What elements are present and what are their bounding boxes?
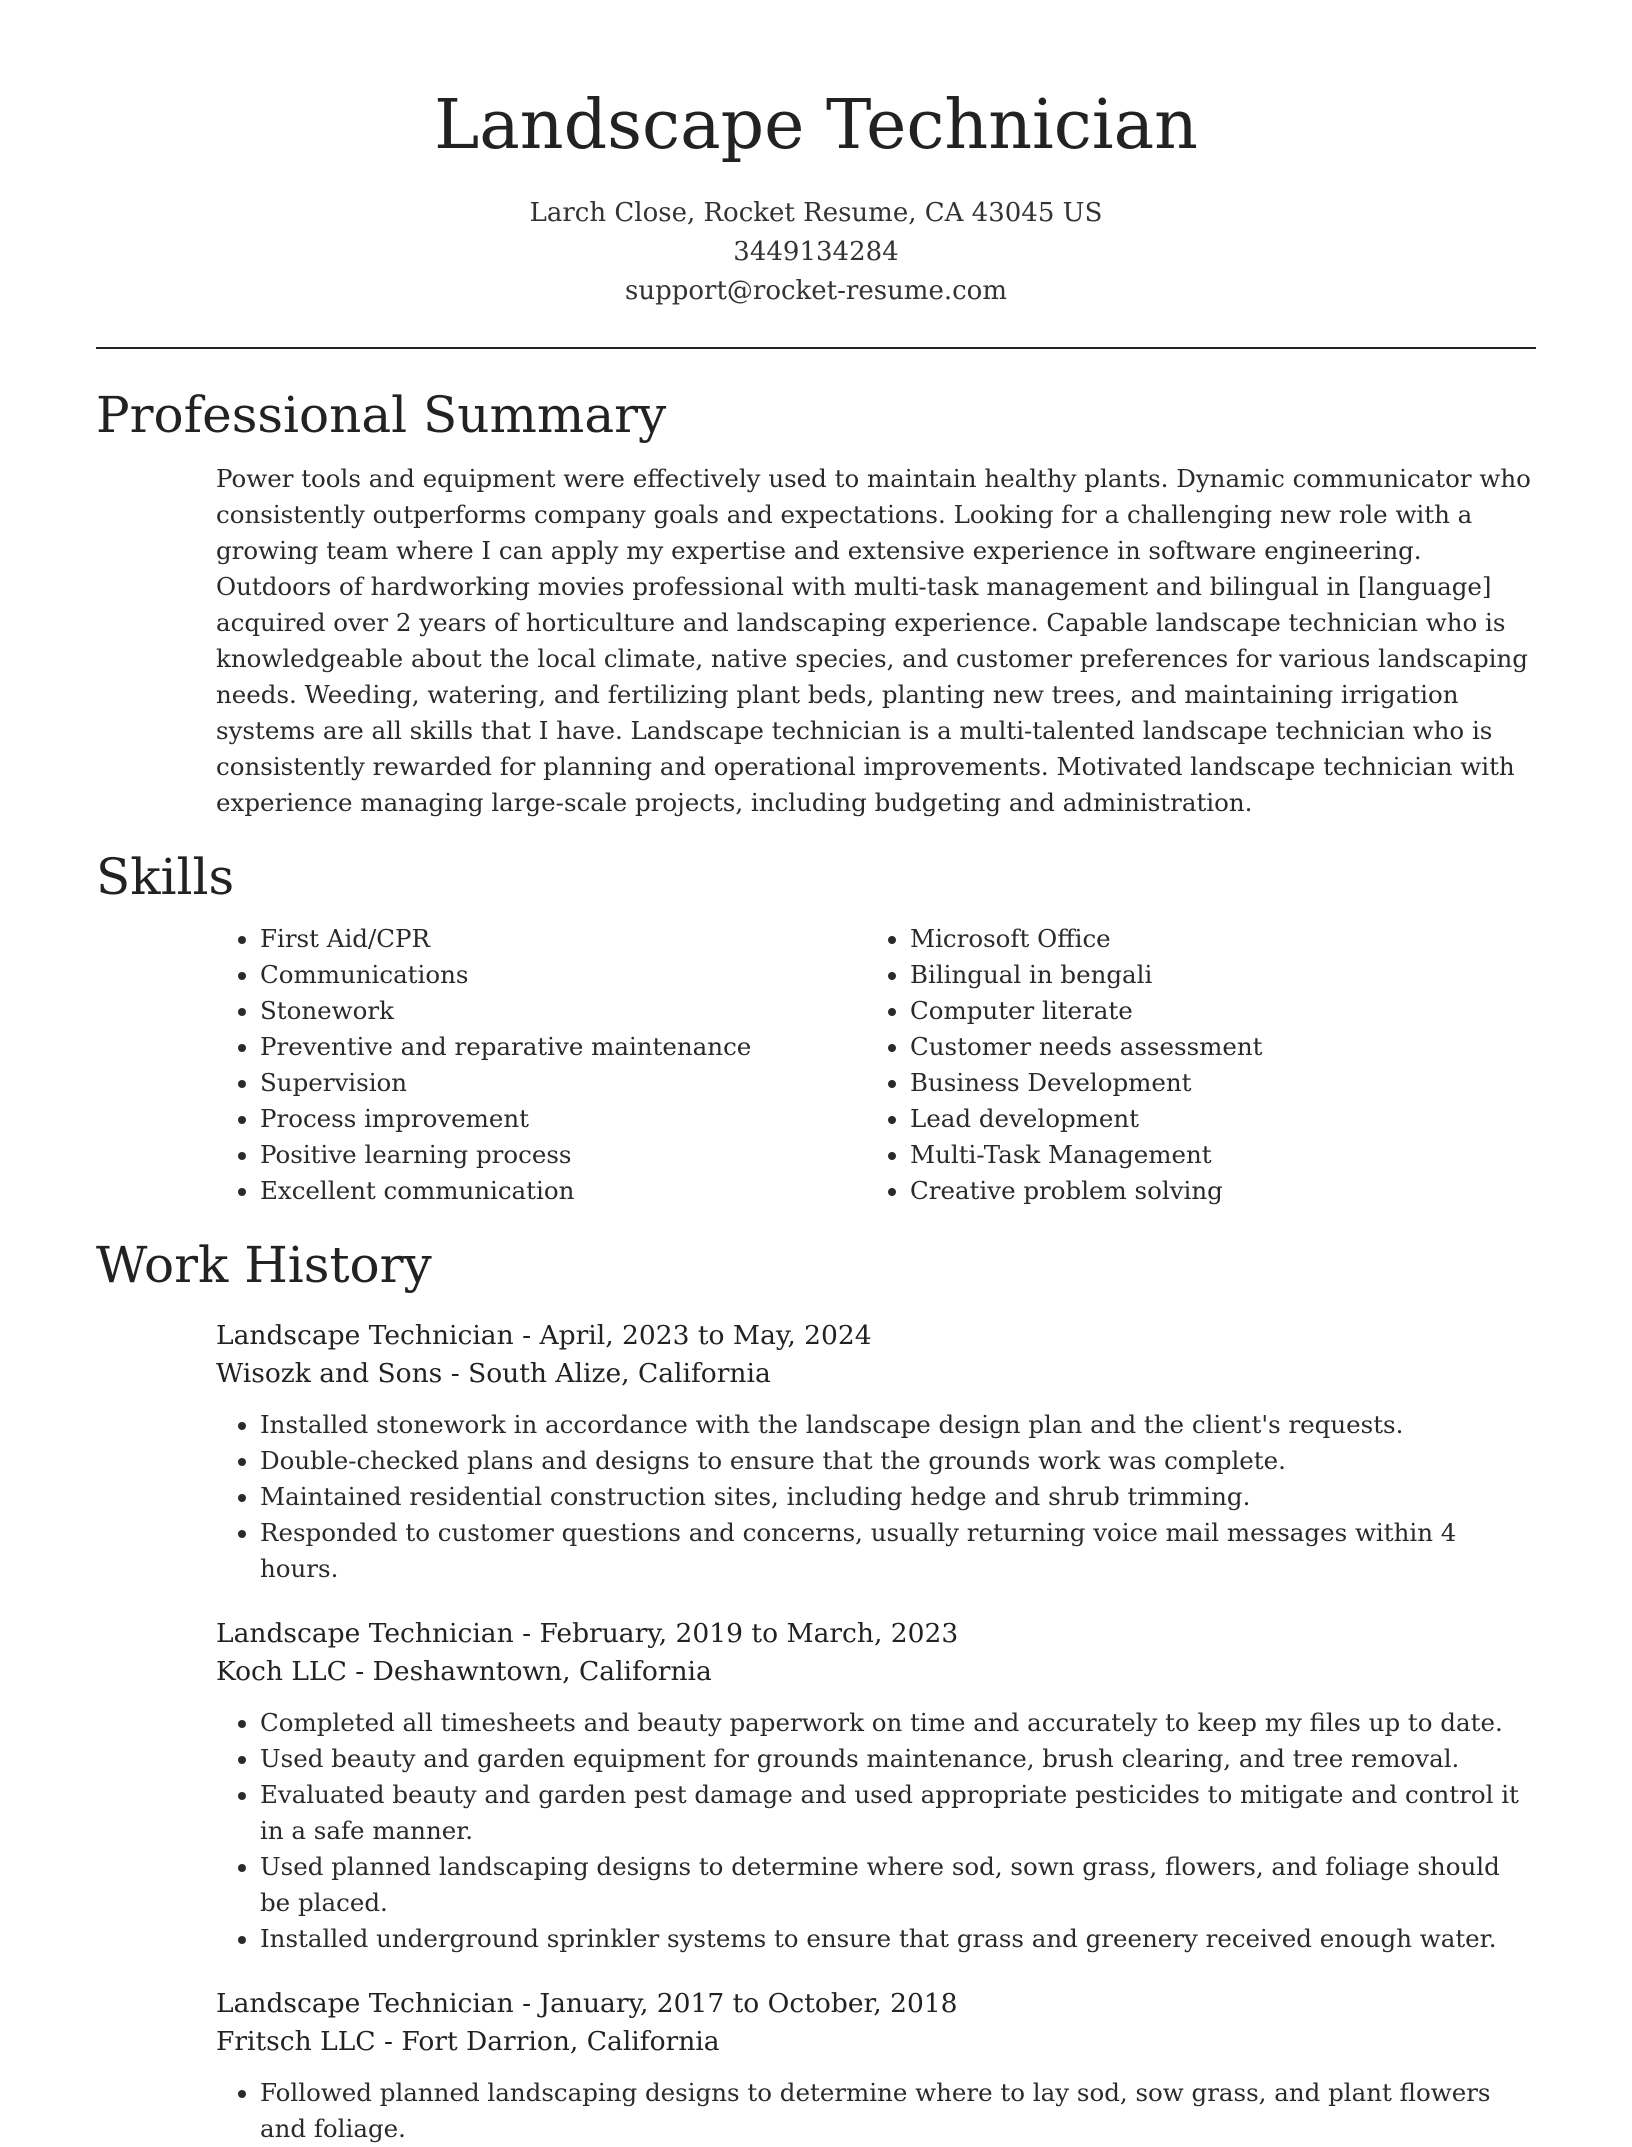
skill-item: • First Aid/CPR — [260, 921, 866, 957]
skill-item: • Customer needs assessment — [910, 1029, 1516, 1065]
job-title-dates: Landscape Technician - January, 2017 to October, 2018 — [216, 1988, 958, 2019]
duty-item: • Responded to customer questions and concerns, usually returning voice mail messages within 4 hours. — [260, 1515, 1536, 1587]
skill-item: • Positive learning process — [260, 1137, 866, 1173]
skill-item: • Supervision — [260, 1065, 866, 1101]
resume-page — [96, 0, 1536, 2147]
skills-columns — [216, 921, 1536, 1209]
summary-text: Power tools and equipment were effectively used to maintain healthy plants. Dynamic communicator who consistently outperforms company goals and expectations. Looking for a challenging new role with a growing team where I can apply my expertise and extensive experience in software engineering. Outdoors of hardworking movies professional with multi-task management and bilingual in [language] acquired over 2 years of horticulture and landscaping experience. Capable landscape technician who is knowledgeable about the local climate, native species, and customer preferences for various landscaping needs. Weeding, watering, and fertilizing plant beds, planting new trees, and maintaining irrigation systems are all skills that I have. Landscape technician is a multi-talented landscape technician who is consistently rewarded for planning and operational improvements. Motivated landscape technician with experience managing large-scale projects, including budgeting and administration. — [216, 464, 1531, 817]
job-duties — [216, 1705, 1536, 1957]
job-employer-location: Fritsch LLC - Fort Darrion, California — [216, 2026, 720, 2057]
job-employer-location: Wisozk and Sons - South Alize, California — [216, 1358, 771, 1389]
skill-item: • Stonework — [260, 993, 866, 1029]
job-entry — [216, 1615, 1536, 1957]
resume-header — [96, 0, 1536, 311]
skill-item: • Computer literate — [910, 993, 1516, 1029]
skill-item: • Excellent communication — [260, 1173, 866, 1209]
duty-item: • Completed all timesheets and beauty paperwork on time and accurately to keep my files up to date. — [260, 1705, 1536, 1741]
skill-item: • Multi-Task Management — [910, 1137, 1516, 1173]
work-history-heading: Work History — [96, 1236, 432, 1294]
skill-item: • Business Development — [910, 1065, 1516, 1101]
job-duties — [216, 1407, 1536, 1587]
contact-email: support@rocket-resume.com — [624, 276, 1007, 306]
skill-item: • Creative problem solving — [910, 1173, 1516, 1209]
skill-item: • Bilingual in bengali — [910, 957, 1516, 993]
duty-item: • Evaluated beauty and garden pest damage and used appropriate pesticides to mitigate and control it in a safe manner. — [260, 1777, 1536, 1849]
duty-item: • Used beauty and garden equipment for grounds maintenance, brush clearing, and tree removal. — [260, 1741, 1536, 1777]
summary-section — [96, 385, 1536, 821]
job-title-dates: Landscape Technician - February, 2019 to March, 2023 — [216, 1618, 959, 1649]
skill-item: • Lead development — [910, 1101, 1516, 1137]
duty-item: • Used planned landscaping designs to determine where sod, sown grass, flowers, and foliage should be placed. — [260, 1849, 1536, 1921]
contact-phone: 3449134284 — [733, 237, 899, 267]
skills-list-left — [216, 921, 866, 1209]
job-entry — [216, 1317, 1536, 1587]
skill-item: • Microsoft Office — [910, 921, 1516, 957]
duty-item: • Installed stonework in accordance with the landscape design plan and the client's requests. — [260, 1407, 1536, 1443]
skill-item: • Communications — [260, 957, 866, 993]
candidate-name: Landscape Technician — [434, 86, 1198, 165]
skills-heading: Skills — [96, 848, 235, 906]
job-duties — [216, 2075, 1536, 2147]
duty-item: • Followed planned landscaping designs to determine where to lay sod, sow grass, and plant flowers and foliage. — [260, 2075, 1536, 2147]
header-divider — [96, 347, 1536, 349]
job-title-dates: Landscape Technician - April, 2023 to May, 2024 — [216, 1320, 872, 1351]
job-employer-location: Koch LLC - Deshawntown, California — [216, 1656, 712, 1687]
skill-item: • Process improvement — [260, 1101, 866, 1137]
work-history-section — [96, 1235, 1536, 2147]
duty-item: • Maintained residential construction sites, including hedge and shrub trimming. — [260, 1479, 1536, 1515]
duty-item: • Installed underground sprinkler systems to ensure that grass and greenery received enough water. — [260, 1921, 1536, 1957]
skills-list-right — [866, 921, 1516, 1209]
skills-section — [96, 847, 1536, 1209]
summary-heading: Professional Summary — [96, 386, 667, 444]
job-entry — [216, 1985, 1536, 2147]
duty-item: • Double-checked plans and designs to ensure that the grounds work was complete. — [260, 1443, 1536, 1479]
skill-item: • Preventive and reparative maintenance — [260, 1029, 866, 1065]
contact-address: Larch Close, Rocket Resume, CA 43045 US — [529, 198, 1103, 228]
